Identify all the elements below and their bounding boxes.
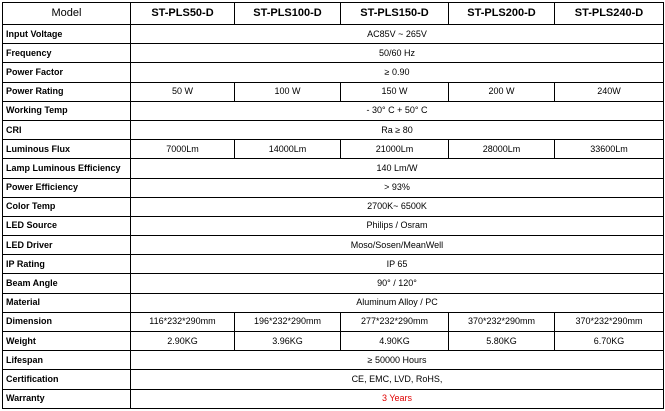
header-row — [3, 3, 664, 25]
spec-row — [3, 178, 664, 197]
spec-row — [3, 312, 664, 331]
spec-row-label: Power Efficiency — [3, 178, 131, 197]
spec-row-label: Warranty — [3, 389, 131, 408]
spec-row — [3, 351, 664, 370]
spec-row — [3, 370, 664, 389]
spec-row-value: 5.80KG — [449, 332, 555, 351]
spec-row — [3, 140, 664, 159]
spec-row-value: AC85V ~ 265V — [131, 25, 664, 44]
spec-row-value: 7000Lm — [131, 140, 235, 159]
spec-row — [3, 197, 664, 216]
spec-row — [3, 293, 664, 312]
spec-row-value: 90° / 120° — [131, 274, 664, 293]
spec-row-label: Frequency — [3, 44, 131, 63]
spec-row — [3, 159, 664, 178]
spec-row-value: 370*232*290mm — [449, 312, 555, 331]
spec-row — [3, 255, 664, 274]
spec-row — [3, 25, 664, 44]
spec-row-label: LED Source — [3, 216, 131, 235]
spec-row-label: Lifespan — [3, 351, 131, 370]
spec-row-value: 28000Lm — [449, 140, 555, 159]
spec-row — [3, 120, 664, 139]
spec-row-value: 3 Years — [131, 389, 664, 408]
spec-row-value: 370*232*290mm — [555, 312, 664, 331]
spec-row-value: ≥ 50000 Hours — [131, 351, 664, 370]
spec-row-label: IP Rating — [3, 255, 131, 274]
spec-row-label: LED Driver — [3, 236, 131, 255]
spec-row — [3, 101, 664, 120]
spec-row-value: 3.96KG — [235, 332, 341, 351]
spec-row-value: 100 W — [235, 82, 341, 101]
spec-row-value: 200 W — [449, 82, 555, 101]
spec-row — [3, 82, 664, 101]
spec-row-value: 240W — [555, 82, 664, 101]
spec-row-value: 33600Lm — [555, 140, 664, 159]
spec-row-value: 2.90KG — [131, 332, 235, 351]
spec-row-value: > 93% — [131, 178, 664, 197]
spec-row-label: Color Temp — [3, 197, 131, 216]
spec-row — [3, 63, 664, 82]
spec-row-value: 116*232*290mm — [131, 312, 235, 331]
spec-table — [2, 2, 664, 409]
spec-row-value: 277*232*290mm — [341, 312, 449, 331]
spec-row-label: Power Factor — [3, 63, 131, 82]
spec-row-label: Working Temp — [3, 101, 131, 120]
spec-row-value: Moso/Sosen/MeanWell — [131, 236, 664, 255]
spec-row-value: 196*232*290mm — [235, 312, 341, 331]
spec-row-label: Input Voltage — [3, 25, 131, 44]
header-model-5: ST-PLS240-D — [555, 3, 664, 25]
spec-row-label: Power Rating — [3, 82, 131, 101]
spec-row — [3, 332, 664, 351]
spec-row-label: Luminous Flux — [3, 140, 131, 159]
header-model-label: Model — [3, 3, 131, 25]
spec-row-value: 50 W — [131, 82, 235, 101]
spec-row-label: Dimension — [3, 312, 131, 331]
spec-row-label: Material — [3, 293, 131, 312]
spec-row-value: 50/60 Hz — [131, 44, 664, 63]
spec-row-label: Certification — [3, 370, 131, 389]
spec-row-value: 21000Lm — [341, 140, 449, 159]
spec-row-label: Weight — [3, 332, 131, 351]
spec-row — [3, 216, 664, 235]
spec-row-value: IP 65 — [131, 255, 664, 274]
spec-row-value: 140 Lm/W — [131, 159, 664, 178]
header-model-1: ST-PLS50-D — [131, 3, 235, 25]
spec-row-label: CRI — [3, 120, 131, 139]
spec-row-value: 6.70KG — [555, 332, 664, 351]
spec-row-value: 2700K~ 6500K — [131, 197, 664, 216]
spec-row — [3, 389, 664, 408]
spec-row — [3, 274, 664, 293]
spec-row — [3, 236, 664, 255]
spec-row-value: Philips / Osram — [131, 216, 664, 235]
header-model-2: ST-PLS100-D — [235, 3, 341, 25]
header-model-4: ST-PLS200-D — [449, 3, 555, 25]
spec-row-value: 150 W — [341, 82, 449, 101]
spec-row-value: ≥ 0.90 — [131, 63, 664, 82]
spec-row-label: Beam Angle — [3, 274, 131, 293]
spec-row-value: Ra ≥ 80 — [131, 120, 664, 139]
spec-row-value: 4.90KG — [341, 332, 449, 351]
spec-row — [3, 44, 664, 63]
spec-body — [3, 25, 664, 409]
spec-row-value: 14000Lm — [235, 140, 341, 159]
spec-row-value: CE, EMC, LVD, RoHS, — [131, 370, 664, 389]
spec-row-value: Aluminum Alloy / PC — [131, 293, 664, 312]
header-model-3: ST-PLS150-D — [341, 3, 449, 25]
spec-row-value: - 30° C + 50° C — [131, 101, 664, 120]
spec-row-label: Lamp Luminous Efficiency — [3, 159, 131, 178]
